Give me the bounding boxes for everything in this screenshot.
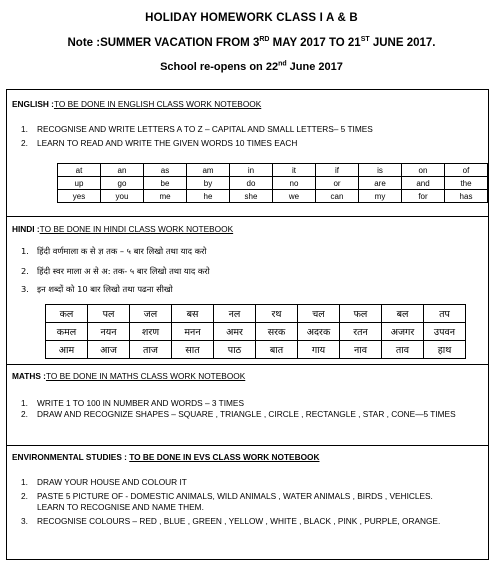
table-cell: तप [424,305,466,323]
table-cell: कमल [46,323,88,341]
table-cell: अजगर [382,323,424,341]
table-cell: me [144,190,187,203]
vacation-note-sup-rd: RD [259,36,270,44]
table-row [46,305,466,323]
table-cell: कल [46,305,88,323]
table-cell: शरण [130,323,172,341]
table-row [58,177,488,190]
table-cell: ताव [382,341,424,359]
table-row [46,341,466,359]
maths-section [7,365,488,446]
table-cell: बात [256,341,298,359]
english-list [15,124,475,149]
table-cell: उपवन [424,323,466,341]
hindi-words-table [45,304,466,359]
table-cell: अदरक [298,323,340,341]
list-item: 1. RECOGNISE AND WRITE LETTERS A TO Z – CAPITAL AND SMALL LETTERS– 5 TIMES [21,124,373,134]
homework-box [6,89,489,560]
vacation-note-end: JUNE 2017. [369,37,436,49]
list-item: 2. LEARN TO READ AND WRITE THE GIVEN WORDS 10 TIMES EACH [21,138,298,148]
table-cell: नाव [340,341,382,359]
table-cell: at [58,164,101,177]
table-cell: up [58,177,101,190]
table-cell: अमर [214,323,256,341]
hindi-label: HINDI : [12,224,40,234]
table-cell: पाठ [214,341,256,359]
maths-note: TO BE DONE IN MATHS CLASS WORK NOTEBOOK [45,371,246,381]
table-cell: नल [214,305,256,323]
english-section [7,90,488,217]
table-cell: go [101,177,144,190]
maths-heading [12,371,245,381]
maths-item-1: WRITE 1 TO 100 IN NUMBER AND WORDS – 3 TIMES [37,398,245,408]
table-cell: by [187,177,230,190]
table-row [58,190,488,203]
list-item: 2. PASTE 5 PICTURE OF - DOMESTIC ANIMALS, WILD ANIMALS , WATER ANIMALS , BIRDS , VEHICLES. LEARN TO RECOGNISE AND NAME THEM. [21,491,433,512]
table-cell: बल [382,305,424,323]
table-cell: she [230,190,273,203]
list-item: 2. हिंदी स्वर माला अ से अ: तक- ५ बार लिखो तथा याद करो [21,266,210,276]
table-cell: yes [58,190,101,203]
english-heading [12,99,261,109]
english-item-1: RECOGNISE AND WRITE LETTERS A TO Z – CAPITAL AND SMALL LETTERS– 5 TIMES [37,124,373,134]
list-item: 3. RECOGNISE COLOURS – RED , BLUE , GREEN , YELLOW , WHITE , BLACK , PINK , PURPLE, ORANGE. [21,516,441,526]
hindi-item-3: इन शब्दों को 10 बार लिखो तथा पढना सीखो [37,284,173,294]
table-cell: बस [172,305,214,323]
table-cell: is [359,164,402,177]
vacation-note-start: Note :SUMMER VACATION FROM 3 [67,37,260,49]
english-note: TO BE DONE IN ENGLISH CLASS WORK NOTEBOOK [53,99,262,109]
vacation-note [0,37,503,49]
evs-item-2: PASTE 5 PICTURE OF - DOMESTIC ANIMALS, WILD ANIMALS , WATER ANIMALS , BIRDS , VEHICLES. LEARN TO RECOGNISE AND NAME THEM. [37,491,433,512]
table-cell: मनन [172,323,214,341]
table-cell: ताज [130,341,172,359]
table-cell: as [144,164,187,177]
maths-label: MATHS : [12,371,46,381]
hindi-list [15,244,475,296]
english-item-2: LEARN TO READ AND WRITE THE GIVEN WORDS 10 TIMES EACH [37,138,298,148]
page-title: HOLIDAY HOMEWORK CLASS I A & B [145,12,358,24]
table-cell: चल [298,305,340,323]
table-cell: सरक [256,323,298,341]
table-cell: can [316,190,359,203]
table-cell: फल [340,305,382,323]
table-cell: सात [172,341,214,359]
table-cell: it [273,164,316,177]
list-item: 1. DRAW YOUR HOUSE AND COLOUR IT [21,477,187,487]
maths-list [15,398,470,420]
english-words-table [57,163,488,203]
list-item: 3. इन शब्दों को 10 बार लिखो तथा पढना सीखो [21,284,173,294]
table-cell: and [402,177,445,190]
table-cell: you [101,190,144,203]
table-row [58,164,488,177]
list-item: 1. WRITE 1 TO 100 IN NUMBER AND WORDS – 3 TIMES [21,398,245,408]
list-item: 1. हिंदी वर्णमाला क से ज्ञ तक – ५ बार लिखो तथा याद करो [21,246,207,256]
table-cell: an [101,164,144,177]
table-row [46,323,466,341]
list-item: 2. DRAW AND RECOGNIZE SHAPES – SQUARE , TRIANGLE , CIRCLE , RECTANGLE , STAR , CONE—5 TIMES [21,409,456,419]
table-cell: has [445,190,488,203]
evs-item-3: RECOGNISE COLOURS – RED , BLUE , GREEN , YELLOW , WHITE , BLACK , PINK , PURPLE, ORANGE. [37,516,441,526]
hindi-section [7,217,488,365]
hindi-item-2: हिंदी स्वर माला अ से अ: तक- ५ बार लिखो तथा याद करो [37,266,210,276]
hindi-item-1: हिंदी वर्णमाला क से ज्ञ तक – ५ बार लिखो तथा याद करो [37,246,207,256]
table-cell: हाथ [424,341,466,359]
table-cell: are [359,177,402,190]
table-cell: रतन [340,323,382,341]
table-cell: पल [88,305,130,323]
english-label: ENGLISH : [12,99,54,109]
table-cell: am [187,164,230,177]
vacation-note-sup-st: ST [360,36,370,44]
vacation-note-middle: MAY 2017 TO 21 [269,37,361,49]
table-cell: do [230,177,273,190]
table-cell: he [187,190,230,203]
evs-item-1: DRAW YOUR HOUSE AND COLOUR IT [37,477,187,487]
reopen-note-end: June 2017 [286,61,343,73]
table-cell: my [359,190,402,203]
table-cell: on [402,164,445,177]
evs-heading [12,452,319,462]
table-cell: no [273,177,316,190]
evs-note: TO BE DONE IN EVS CLASS WORK NOTEBOOK [129,452,320,462]
maths-item-2: DRAW AND RECOGNIZE SHAPES – SQUARE , TRIANGLE , CIRCLE , RECTANGLE , STAR , CONE—5 TIMES [37,409,456,419]
table-cell: or [316,177,359,190]
reopen-note [0,61,503,73]
hindi-note: TO BE DONE IN HINDI CLASS WORK NOTEBOOK [39,224,234,234]
evs-label: ENVIRONMENTAL STUDIES : [12,452,130,462]
table-cell: if [316,164,359,177]
table-cell: in [230,164,273,177]
table-cell: for [402,190,445,203]
table-cell: आज [88,341,130,359]
hindi-heading [12,224,233,234]
table-cell: we [273,190,316,203]
evs-section [7,446,488,559]
table-cell: आम [46,341,88,359]
reopen-note-sup: nd [278,60,287,68]
table-cell: गाय [298,341,340,359]
table-cell: रथ [256,305,298,323]
table-cell: be [144,177,187,190]
table-cell: the [445,177,488,190]
table-cell: नयन [88,323,130,341]
table-cell: जल [130,305,172,323]
table-cell: of [445,164,488,177]
evs-list [15,477,455,527]
reopen-note-start: School re-opens on 22 [160,61,279,73]
